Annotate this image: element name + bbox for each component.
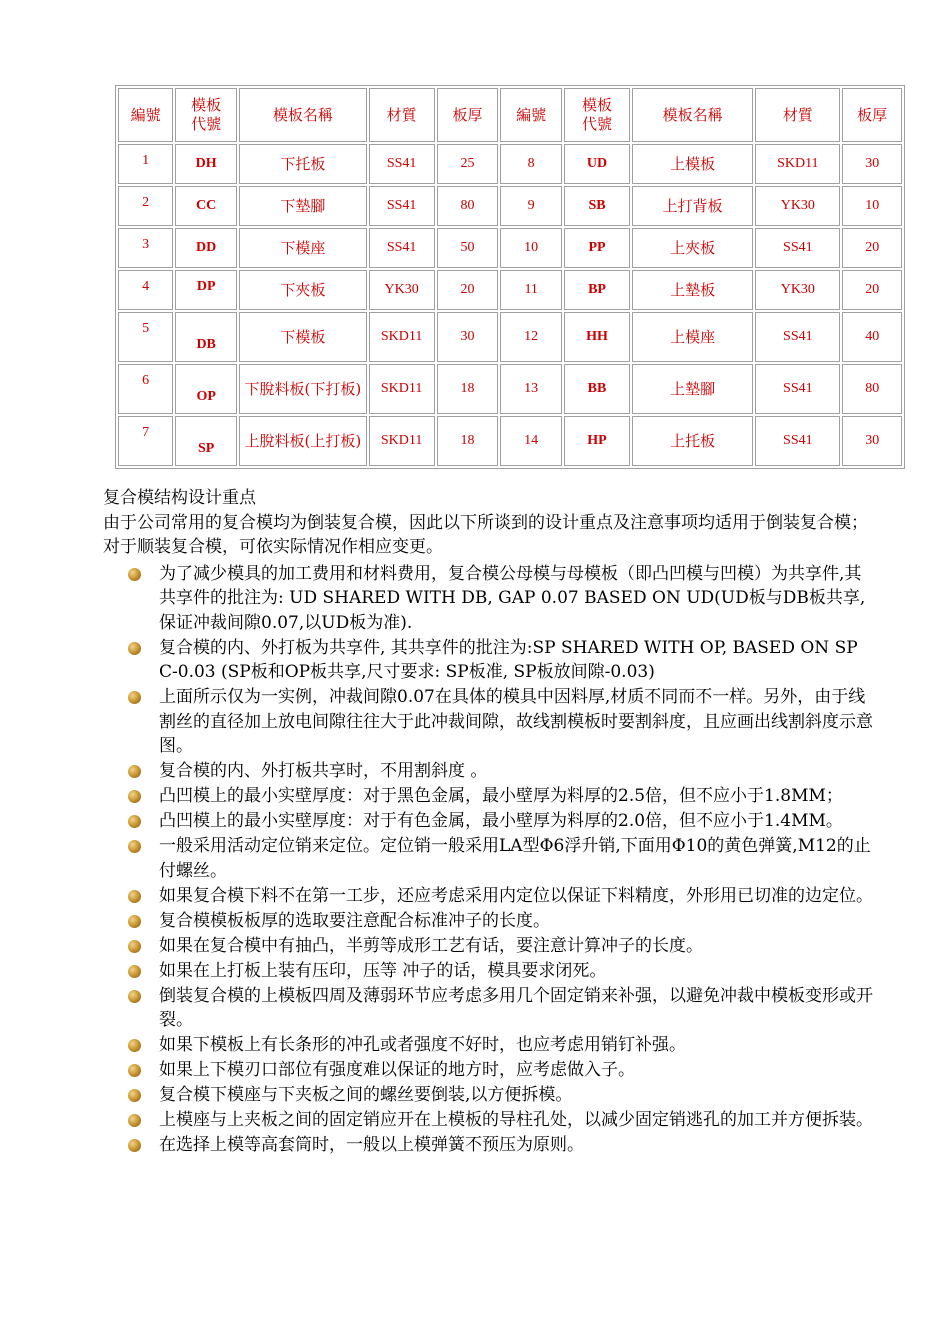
- row-number: 10: [500, 228, 562, 268]
- plate-code: DH: [175, 144, 237, 184]
- plate-code: HP: [564, 416, 630, 466]
- plate-name: 下模板: [239, 312, 367, 362]
- thickness: 25: [437, 144, 499, 184]
- row-number: 2: [118, 186, 173, 226]
- list-item: [103, 784, 873, 809]
- list-item: [103, 884, 873, 909]
- list-item-text: 如果上下模刃口部位有强度难以保证的地方时，应考虑做入子。: [159, 1060, 635, 1080]
- thickness: 80: [842, 364, 902, 414]
- bullet-icon: [128, 790, 141, 803]
- bullet-icon: [128, 691, 141, 704]
- bullet-icon: [128, 915, 141, 928]
- list-item: [103, 834, 873, 883]
- header-cell: 模板 代號: [564, 88, 630, 142]
- table-row: [118, 416, 902, 466]
- row-number: 13: [500, 364, 562, 414]
- list-item: [103, 959, 873, 984]
- row-number: 11: [500, 270, 562, 310]
- list-item-text: 上面所示仅为一实例，冲裁间隙0.07在具体的模具中因料厚,材质不同而不一样。另外，由于线割丝的直径加上放电间隙往往大于此冲裁间隙，故线割模板时要割斜度，且应画出线割斜度示意图。: [159, 687, 873, 756]
- list-item: [103, 984, 873, 1033]
- bullet-icon: [128, 890, 141, 903]
- plate-code: DD: [175, 228, 237, 268]
- table-row: [118, 364, 902, 414]
- plate-name: 上脫料板(上打板): [239, 416, 367, 466]
- row-number: 6: [118, 364, 173, 414]
- row-number: 4: [118, 270, 173, 310]
- list-item-text: 如果下模板上有长条形的冲孔或者强度不好时，也应考虑用销钉补强。: [159, 1035, 686, 1055]
- material: SKD11: [369, 312, 435, 362]
- list-item: [103, 809, 873, 834]
- list-item-text: 凸凹模上的最小实壁厚度：对于黑色金属，最小壁厚为料厚的2.5倍，但不应小于1.8MM；: [159, 786, 843, 806]
- table-row: [118, 270, 902, 310]
- section-title: 复合模结构设计重点: [103, 488, 256, 508]
- thickness: 50: [437, 228, 499, 268]
- list-item-text: 一般采用活动定位销来定位。定位销一般采用LA型Φ6浮升销,下面用Φ10的黄色弹簧,M12的止付螺丝。: [159, 836, 871, 881]
- plate-name: 上托板: [632, 416, 753, 466]
- bullet-icon: [128, 1039, 141, 1052]
- list-item-text: 倒装复合模的上模板四周及薄弱环节应考虑多用几个固定销来补强，以避免冲裁中模板变形或开裂。: [159, 985, 873, 1030]
- thickness: 20: [842, 228, 902, 268]
- list-item: [103, 1133, 873, 1158]
- thickness: 20: [842, 270, 902, 310]
- plate-name: 上夾板: [632, 228, 753, 268]
- plate-code: SB: [564, 186, 630, 226]
- material: SS41: [369, 228, 435, 268]
- list-item: [103, 636, 873, 685]
- plate-name: 上墊腳: [632, 364, 753, 414]
- plate-name: 下墊腳: [239, 186, 367, 226]
- material: SS41: [755, 312, 840, 362]
- row-number: 3: [118, 228, 173, 268]
- header-cell: 板厚: [842, 88, 902, 142]
- thickness: 30: [437, 312, 499, 362]
- plate-code: BB: [564, 364, 630, 414]
- plate-name: 上模板: [632, 144, 753, 184]
- material: YK30: [755, 270, 840, 310]
- material: SS41: [369, 144, 435, 184]
- plate-code: DB: [175, 312, 237, 362]
- thickness: 30: [842, 416, 902, 466]
- plate-name: 上墊板: [632, 270, 753, 310]
- bullet-icon: [128, 1089, 141, 1102]
- plate-code: SP: [175, 416, 237, 466]
- list-item: [103, 685, 873, 759]
- list-item-text: 上模座与上夹板之间的固定销应开在上模板的导柱孔处，以减少固定销逃孔的加工并方便拆装。: [159, 1110, 873, 1130]
- list-item: [103, 759, 873, 784]
- header-cell: 編號: [500, 88, 562, 142]
- material: SS41: [755, 228, 840, 268]
- material: SS41: [369, 186, 435, 226]
- list-item: [103, 934, 873, 959]
- material: SKD11: [755, 144, 840, 184]
- row-number: 14: [500, 416, 562, 466]
- list-item-text: 如果复合模下料不在第一工步，还应考虑采用内定位以保证下料精度，外形用已切准的边定位。: [159, 885, 873, 906]
- thickness: 18: [437, 364, 499, 414]
- list-item-text: 凸凹模上的最小实壁厚度：对于有色金属，最小壁厚为料厚的2.0倍，但不应小于1.4MM。: [159, 811, 843, 831]
- list-item: [103, 1083, 873, 1108]
- bullet-icon: [128, 840, 141, 853]
- list-item-text: 为了减少模具的加工费用和材料费用，复合模公母模与母模板（即凸凹模与凹模）为共享件,其共享件的批注为: UD SHARED WITH DB, GAP 0.07 BASED ON UD(UD板与DB板共享,保证冲裁间隙0.07,以UD板为准).: [159, 563, 866, 633]
- bullet-icon: [128, 568, 141, 581]
- material: YK30: [369, 270, 435, 310]
- table-row: [118, 312, 902, 362]
- material: SS41: [755, 416, 840, 466]
- material: SS41: [755, 364, 840, 414]
- bullet-icon: [128, 1064, 141, 1077]
- design-points-list: [103, 562, 873, 1158]
- bullet-icon: [128, 1139, 141, 1152]
- row-number: 9: [500, 186, 562, 226]
- plate-code: HH: [564, 312, 630, 362]
- plate-name: 下脫料板(下打板): [239, 364, 367, 414]
- mold-plate-table: [115, 85, 905, 469]
- header-cell: 材質: [755, 88, 840, 142]
- plate-name: 上打背板: [632, 186, 753, 226]
- row-number: 12: [500, 312, 562, 362]
- header-cell: 模板名稱: [632, 88, 753, 142]
- intro-paragraph: 由于公司常用的复合模均为倒装复合模，因此以下所谈到的设计重点及注意事项均适用于倒装复合模；对于顺装复合模，可依实际情况作相应变更。: [103, 512, 868, 557]
- plate-code: OP: [175, 364, 237, 414]
- thickness: 80: [437, 186, 499, 226]
- header-cell: 板厚: [437, 88, 499, 142]
- bullet-icon: [128, 990, 141, 1003]
- list-item: [103, 562, 873, 636]
- list-item-text: 复合模的内、外打板共享时，不用割斜度 。: [159, 761, 488, 781]
- material: SKD11: [369, 416, 435, 466]
- header-cell: 模板 代號: [175, 88, 237, 142]
- list-item: [103, 1108, 873, 1133]
- row-number: 8: [500, 144, 562, 184]
- table-row: [118, 144, 902, 184]
- list-item-text: 复合模下模座与下夹板之间的螺丝要倒装,以方便拆模。: [159, 1085, 573, 1105]
- list-item-text: 如果在复合模中有抽凸，半剪等成形工艺有话，要注意计算冲子的长度。: [159, 935, 703, 956]
- list-item-text: 复合模的内、外打板为共享件, 其共享件的批注为:SP SHARED WITH OP, BASED ON SP C-0.03 (SP板和OP板共享,尺寸要求: SP板准, SP板放间隙-0.03): [159, 637, 858, 682]
- header-cell: 材質: [369, 88, 435, 142]
- plate-code: CC: [175, 186, 237, 226]
- plate-code: UD: [564, 144, 630, 184]
- thickness: 18: [437, 416, 499, 466]
- plate-name: 上模座: [632, 312, 753, 362]
- design-notes: [103, 486, 873, 1158]
- header-cell: 編號: [118, 88, 173, 142]
- plate-name: 下夾板: [239, 270, 367, 310]
- list-item: [103, 1033, 873, 1058]
- bullet-icon: [128, 642, 141, 655]
- row-number: 7: [118, 416, 173, 466]
- bullet-icon: [128, 965, 141, 978]
- list-item-text: 复合模模板板厚的选取要注意配合标准冲子的长度。: [159, 910, 550, 931]
- row-number: 1: [118, 144, 173, 184]
- thickness: 10: [842, 186, 902, 226]
- plate-code: BP: [564, 270, 630, 310]
- list-item: [103, 909, 873, 934]
- row-number: 5: [118, 312, 173, 362]
- bullet-icon: [128, 1114, 141, 1127]
- bullet-icon: [128, 765, 141, 778]
- plate-name: 下托板: [239, 144, 367, 184]
- thickness: 30: [842, 144, 902, 184]
- plate-code: PP: [564, 228, 630, 268]
- list-item-text: 在选择上模等高套筒时，一般以上模弹簧不预压为原则。: [159, 1135, 584, 1155]
- table-row: [118, 228, 902, 268]
- thickness: 20: [437, 270, 499, 310]
- material: SKD11: [369, 364, 435, 414]
- header-cell: 模板名稱: [239, 88, 367, 142]
- bullet-icon: [128, 815, 141, 828]
- bullet-icon: [128, 940, 141, 953]
- thickness: 40: [842, 312, 902, 362]
- table-row: [118, 186, 902, 226]
- material: YK30: [755, 186, 840, 226]
- list-item: [103, 1058, 873, 1083]
- plate-name: 下模座: [239, 228, 367, 268]
- table-header-row: [118, 88, 902, 142]
- plate-code: DP: [175, 270, 237, 310]
- list-item-text: 如果在上打板上装有压印，压等 冲子的话，模具要求闭死。: [159, 960, 607, 981]
- mold-plate-table-wrap: [115, 85, 905, 469]
